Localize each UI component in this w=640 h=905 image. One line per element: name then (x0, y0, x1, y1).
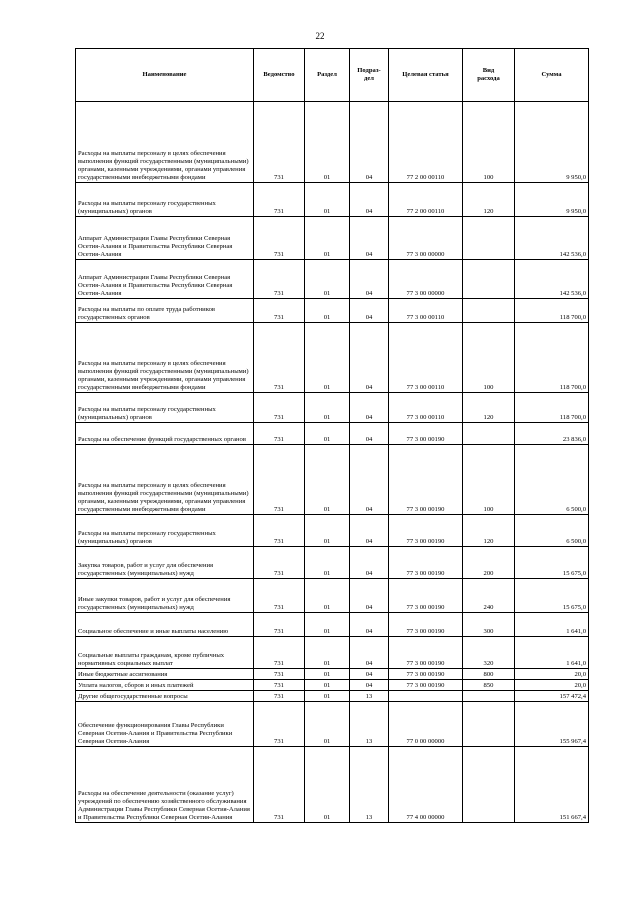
cell-vedomstvo: 731 (254, 702, 305, 747)
cell-vedomstvo: 731 (254, 579, 305, 613)
table-row (76, 515, 589, 547)
cell-name: Социальное обеспечение и иные выплаты населению (76, 613, 254, 637)
cell-summa: 15 675,0 (515, 547, 589, 579)
cell-tselevaya-statya: 77 2 00 00110 (389, 183, 463, 217)
cell-tselevaya-statya: 77 4 00 00000 (389, 747, 463, 823)
budget-table (75, 48, 589, 823)
table-row (76, 102, 589, 183)
header-razdel: Раздел (305, 49, 350, 102)
table-row (76, 680, 589, 691)
cell-vid-raskhoda: 800 (463, 669, 515, 680)
cell-podrazdel: 04 (350, 323, 389, 393)
cell-razdel: 01 (305, 299, 350, 323)
cell-vedomstvo: 731 (254, 323, 305, 393)
cell-summa: 155 967,4 (515, 702, 589, 747)
cell-podrazdel: 04 (350, 515, 389, 547)
cell-name: Расходы на обеспечение функций государственных органов (76, 423, 254, 445)
cell-vedomstvo: 731 (254, 445, 305, 515)
cell-name: Социальные выплаты гражданам, кроме публичных нормативных социальных выплат (76, 637, 254, 669)
cell-vid-raskhoda: 100 (463, 323, 515, 393)
cell-name: Расходы на выплаты персоналу государственных (муниципальных) органов (76, 393, 254, 423)
cell-tselevaya-statya: 77 3 00 00190 (389, 680, 463, 691)
cell-vid-raskhoda (463, 299, 515, 323)
cell-vedomstvo: 731 (254, 613, 305, 637)
cell-tselevaya-statya (389, 691, 463, 702)
table-body (76, 102, 589, 823)
cell-podrazdel: 04 (350, 299, 389, 323)
cell-vedomstvo: 731 (254, 102, 305, 183)
cell-podrazdel: 04 (350, 393, 389, 423)
cell-name: Расходы на выплаты персоналу в целях обеспечения выполнения функций государственными (муниципальными) органами, казенными учреждениями, органами управления государственными внебюджетными фондами (76, 323, 254, 393)
header-row (76, 49, 589, 102)
cell-name: Аппарат Администрации Главы Республики Северная Осетия-Алания и Правительства Республики Северная Осетия-Алания (76, 217, 254, 260)
cell-vid-raskhoda: 240 (463, 579, 515, 613)
table-row (76, 669, 589, 680)
cell-podrazdel: 04 (350, 102, 389, 183)
cell-vid-raskhoda: 320 (463, 637, 515, 669)
cell-tselevaya-statya: 77 0 00 00000 (389, 702, 463, 747)
cell-razdel: 01 (305, 393, 350, 423)
cell-podrazdel: 04 (350, 445, 389, 515)
table-row (76, 747, 589, 823)
cell-razdel: 01 (305, 423, 350, 445)
cell-summa: 9 950,0 (515, 183, 589, 217)
table-row (76, 445, 589, 515)
cell-name: Расходы на выплаты персоналу государственных (муниципальных) органов (76, 183, 254, 217)
cell-podrazdel: 04 (350, 579, 389, 613)
cell-summa: 9 950,0 (515, 102, 589, 183)
cell-vedomstvo: 731 (254, 183, 305, 217)
cell-summa: 20,0 (515, 669, 589, 680)
cell-vedomstvo: 731 (254, 637, 305, 669)
header-podrazdel: Подраз- дел (350, 49, 389, 102)
header-tselevaya-statya: Целевая статья (389, 49, 463, 102)
cell-tselevaya-statya: 77 3 00 00190 (389, 423, 463, 445)
cell-vid-raskhoda (463, 217, 515, 260)
cell-name: Расходы на обеспечение деятельности (оказание услуг) учреждений по обеспечению хозяйственного обслуживания Администрации Главы Республики Северная Осетия-Алания и Правительства Республики Северная Осетия-Алания (76, 747, 254, 823)
cell-summa: 142 536,0 (515, 217, 589, 260)
cell-name: Другие общегосударственные вопросы (76, 691, 254, 702)
cell-vedomstvo: 731 (254, 680, 305, 691)
cell-tselevaya-statya: 77 3 00 00190 (389, 637, 463, 669)
cell-podrazdel: 13 (350, 691, 389, 702)
cell-vid-raskhoda: 120 (463, 393, 515, 423)
table-row (76, 217, 589, 260)
cell-vedomstvo: 731 (254, 217, 305, 260)
cell-name: Расходы на выплаты персоналу в целях обеспечения выполнения функций государственными (муниципальными) органами, казенными учреждениями, органами управления государственными внебюджетными фондами (76, 102, 254, 183)
cell-vid-raskhoda: 100 (463, 445, 515, 515)
header-name: Наименование (76, 49, 254, 102)
cell-summa: 1 641,0 (515, 613, 589, 637)
cell-razdel: 01 (305, 260, 350, 299)
header-vid-raskhoda: Вид расхода (463, 49, 515, 102)
cell-summa: 157 472,4 (515, 691, 589, 702)
cell-summa: 20,0 (515, 680, 589, 691)
cell-name: Закупка товаров, работ и услуг для обеспечения государственных (муниципальных) нужд (76, 547, 254, 579)
table-header (76, 49, 589, 102)
cell-razdel: 01 (305, 691, 350, 702)
cell-summa: 151 667,4 (515, 747, 589, 823)
cell-summa: 6 500,0 (515, 515, 589, 547)
cell-vid-raskhoda (463, 747, 515, 823)
cell-tselevaya-statya: 77 3 00 00110 (389, 323, 463, 393)
table-row (76, 260, 589, 299)
cell-name: Расходы на выплаты по оплате труда работников государственных органов (76, 299, 254, 323)
cell-name: Иные бюджетные ассигнования (76, 669, 254, 680)
cell-tselevaya-statya: 77 3 00 00000 (389, 217, 463, 260)
cell-vedomstvo: 731 (254, 669, 305, 680)
cell-tselevaya-statya: 77 3 00 00110 (389, 299, 463, 323)
cell-vid-raskhoda: 100 (463, 102, 515, 183)
cell-razdel: 01 (305, 747, 350, 823)
cell-tselevaya-statya: 77 3 00 00000 (389, 260, 463, 299)
table-row (76, 393, 589, 423)
cell-podrazdel: 04 (350, 217, 389, 260)
cell-razdel: 01 (305, 669, 350, 680)
cell-podrazdel: 04 (350, 260, 389, 299)
cell-razdel: 01 (305, 579, 350, 613)
cell-podrazdel: 04 (350, 637, 389, 669)
table-row (76, 299, 589, 323)
cell-tselevaya-statya: 77 2 00 00110 (389, 102, 463, 183)
cell-podrazdel: 13 (350, 747, 389, 823)
page-number: 22 (315, 31, 325, 41)
cell-tselevaya-statya: 77 3 00 00190 (389, 547, 463, 579)
table-row (76, 702, 589, 747)
cell-vid-raskhoda: 120 (463, 183, 515, 217)
cell-razdel: 01 (305, 547, 350, 579)
cell-podrazdel: 04 (350, 183, 389, 217)
cell-podrazdel: 04 (350, 613, 389, 637)
cell-name: Аппарат Администрации Главы Республики Северная Осетия-Алания и Правительства Республики Северная Осетия-Алания (76, 260, 254, 299)
cell-vid-raskhoda (463, 423, 515, 445)
table-row (76, 183, 589, 217)
cell-tselevaya-statya: 77 3 00 00190 (389, 579, 463, 613)
cell-tselevaya-statya: 77 3 00 00190 (389, 515, 463, 547)
cell-vedomstvo: 731 (254, 747, 305, 823)
table-row (76, 691, 589, 702)
cell-name: Расходы на выплаты персоналу в целях обеспечения выполнения функций государственными (муниципальными) органами, казенными учреждениями, органами управления государственными внебюджетными фондами (76, 445, 254, 515)
cell-vedomstvo: 731 (254, 423, 305, 445)
cell-name: Уплата налогов, сборов и иных платежей (76, 680, 254, 691)
cell-razdel: 01 (305, 515, 350, 547)
cell-summa: 1 641,0 (515, 637, 589, 669)
cell-podrazdel: 04 (350, 547, 389, 579)
cell-podrazdel: 04 (350, 680, 389, 691)
cell-razdel: 01 (305, 323, 350, 393)
cell-vedomstvo: 731 (254, 691, 305, 702)
cell-vedomstvo: 731 (254, 515, 305, 547)
cell-razdel: 01 (305, 680, 350, 691)
cell-vid-raskhoda: 850 (463, 680, 515, 691)
cell-vedomstvo: 731 (254, 299, 305, 323)
cell-name: Иные закупки товаров, работ и услуг для обеспечения государственных (муниципальных) нужд (76, 579, 254, 613)
cell-tselevaya-statya: 77 3 00 00190 (389, 445, 463, 515)
cell-name: Обеспечение функционирования Главы Республики Северная Осетия-Алания и Правительства Республики Северная Осетия-Алания (76, 702, 254, 747)
table-row (76, 547, 589, 579)
cell-razdel: 01 (305, 637, 350, 669)
table-row (76, 323, 589, 393)
cell-summa: 15 675,0 (515, 579, 589, 613)
cell-vid-raskhoda (463, 260, 515, 299)
cell-name: Расходы на выплаты персоналу государственных (муниципальных) органов (76, 515, 254, 547)
cell-summa: 118 700,0 (515, 323, 589, 393)
cell-razdel: 01 (305, 613, 350, 637)
header-vedomstvo: Ведомство (254, 49, 305, 102)
cell-tselevaya-statya: 77 3 00 00110 (389, 393, 463, 423)
cell-vedomstvo: 731 (254, 547, 305, 579)
cell-podrazdel: 13 (350, 702, 389, 747)
table-row (76, 423, 589, 445)
cell-podrazdel: 04 (350, 669, 389, 680)
cell-vid-raskhoda: 300 (463, 613, 515, 637)
table-row (76, 579, 589, 613)
cell-summa: 118 700,0 (515, 299, 589, 323)
cell-vedomstvo: 731 (254, 260, 305, 299)
cell-summa: 23 836,0 (515, 423, 589, 445)
cell-vid-raskhoda: 200 (463, 547, 515, 579)
cell-razdel: 01 (305, 102, 350, 183)
cell-summa: 6 500,0 (515, 445, 589, 515)
cell-tselevaya-statya: 77 3 00 00190 (389, 613, 463, 637)
cell-vid-raskhoda: 120 (463, 515, 515, 547)
cell-razdel: 01 (305, 445, 350, 515)
cell-vedomstvo: 731 (254, 393, 305, 423)
cell-razdel: 01 (305, 183, 350, 217)
cell-summa: 142 536,0 (515, 260, 589, 299)
table-row (76, 637, 589, 669)
cell-razdel: 01 (305, 702, 350, 747)
cell-vid-raskhoda (463, 702, 515, 747)
cell-summa: 118 700,0 (515, 393, 589, 423)
header-summa: Сумма (515, 49, 589, 102)
cell-vid-raskhoda (463, 691, 515, 702)
cell-podrazdel: 04 (350, 423, 389, 445)
table-row (76, 613, 589, 637)
cell-tselevaya-statya: 77 3 00 00190 (389, 669, 463, 680)
cell-razdel: 01 (305, 217, 350, 260)
